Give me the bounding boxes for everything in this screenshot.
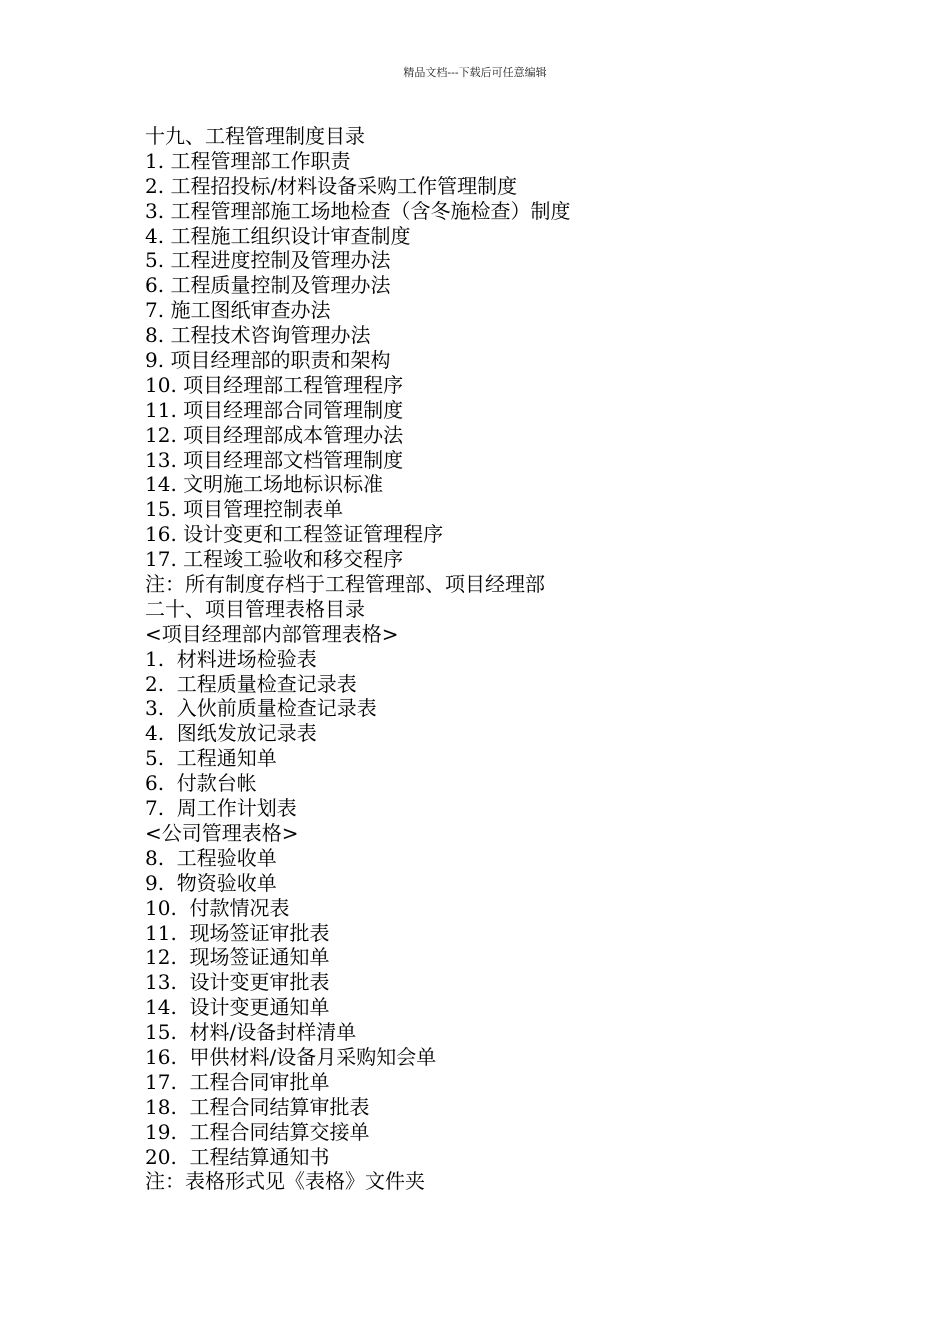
- list-item: 7. 施工图纸审查办法: [145, 298, 331, 323]
- list-item: 17. 工程合同审批单: [145, 1069, 330, 1094]
- list-item: 4. 图纸发放记录表: [145, 721, 317, 746]
- list-item: 11. 项目经理部合同管理制度: [145, 397, 404, 422]
- list-item: 6. 工程质量控制及管理办法: [145, 273, 391, 298]
- subsection-heading: <公司管理表格>: [145, 820, 299, 845]
- list-item: 9. 物资验收单: [145, 870, 277, 895]
- list-item: 14. 文明施工场地标识标准: [145, 472, 384, 497]
- list-item: 15. 项目管理控制表单: [145, 497, 344, 522]
- list-item: 19. 工程合同结算交接单: [145, 1119, 370, 1144]
- list-item: 7. 周工作计划表: [145, 796, 297, 821]
- list-item: 6. 付款台帐: [145, 771, 257, 796]
- list-item: 10. 项目经理部工程管理程序: [145, 372, 404, 397]
- list-item: 8. 工程技术咨询管理办法: [145, 323, 371, 348]
- document-body: [145, 124, 845, 1194]
- page-header: 精品文档---下载后可任意编辑: [403, 66, 547, 79]
- list-item: 1. 材料进场检验表: [145, 646, 317, 671]
- list-item: 5. 工程通知单: [145, 746, 277, 771]
- list-item: 10. 付款情况表: [145, 895, 290, 920]
- list-item: 1. 工程管理部工作职责: [145, 148, 351, 173]
- list-item: 9. 项目经理部的职责和架构: [145, 348, 391, 373]
- section-heading: 二十、项目管理表格目录: [145, 596, 365, 621]
- list-item: 3. 入伙前质量检查记录表: [145, 696, 377, 721]
- list-item: 17. 工程竣工验收和移交程序: [145, 547, 404, 572]
- list-item: 3. 工程管理部施工场地检查（含冬施检查）制度: [145, 198, 571, 223]
- list-item: 12. 项目经理部成本管理办法: [145, 422, 404, 447]
- list-item: 13. 设计变更审批表: [145, 970, 330, 995]
- list-item: 16. 甲供材料/设备月采购知会单: [145, 1044, 437, 1069]
- list-item: 5. 工程进度控制及管理办法: [145, 248, 391, 273]
- note: 注：所有制度存档于工程管理部、项目经理部: [145, 572, 545, 597]
- list-item: 2. 工程质量检查记录表: [145, 671, 357, 696]
- list-item: 12. 现场签证通知单: [145, 945, 330, 970]
- list-item: 14. 设计变更通知单: [145, 995, 330, 1020]
- list-item: 13. 项目经理部文档管理制度: [145, 447, 404, 472]
- list-item: 15. 材料/设备封样清单: [145, 1020, 357, 1045]
- list-item: 4. 工程施工组织设计审查制度: [145, 223, 411, 248]
- list-item: 2. 工程招投标/材料设备采购工作管理制度: [145, 173, 518, 198]
- list-item: 8. 工程验收单: [145, 845, 277, 870]
- section-heading: 十九、工程管理制度目录: [145, 124, 365, 148]
- list-item: 11. 现场签证审批表: [145, 920, 330, 945]
- subsection-heading: <项目经理部内部管理表格>: [145, 621, 399, 646]
- list-item: 18. 工程合同结算审批表: [145, 1094, 370, 1119]
- list-item: 16. 设计变更和工程签证管理程序: [145, 522, 444, 547]
- list-item: 20. 工程结算通知书: [145, 1144, 330, 1169]
- note: 注：表格形式见《表格》文件夹: [145, 1169, 425, 1194]
